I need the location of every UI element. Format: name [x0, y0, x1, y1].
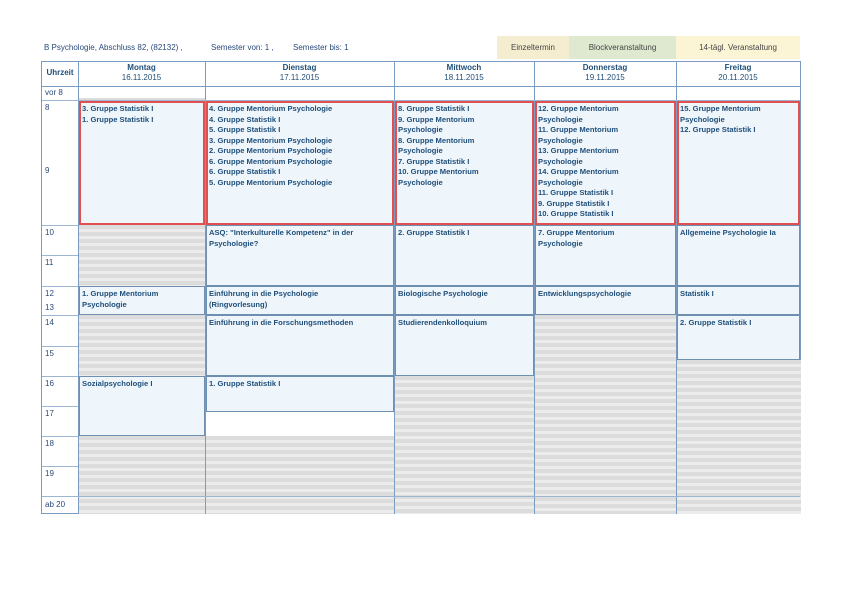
event-block[interactable]: [677, 101, 800, 225]
event-title: Studierendenkolloquium: [398, 318, 488, 327]
event-block[interactable]: [79, 101, 205, 225]
event-title: 1. Gruppe Statistik I: [209, 379, 281, 388]
event-title: 15. Gruppe Mentorium: [680, 104, 761, 113]
time-label: 19: [45, 469, 54, 478]
empty-slot: [206, 436, 394, 514]
time-label: 14: [45, 318, 54, 327]
hour-line: [42, 466, 78, 467]
time-column-header: Uhrzeit: [46, 68, 74, 77]
event-block[interactable]: [79, 376, 205, 436]
event-title: 13. Gruppe Mentorium: [538, 146, 619, 155]
event-block[interactable]: [395, 315, 534, 376]
event-title: 7. Gruppe Mentorium: [538, 228, 615, 237]
day-header-wednesday: Mittwoch 18.11.2015: [444, 63, 484, 82]
event-title: Psychologie: [680, 114, 725, 124]
event-block[interactable]: [206, 101, 394, 225]
event-title: 10. Gruppe Statistik I: [538, 209, 614, 218]
event-title: Psychologie?: [209, 238, 259, 248]
event-title: 6. Gruppe Mentorium Psychologie: [209, 156, 333, 166]
semester-to-label: Semester bis: 1: [293, 43, 349, 52]
time-label: 8: [45, 103, 50, 112]
event-title: Psychologie: [398, 146, 443, 155]
time-label: vor 8: [45, 88, 63, 97]
event-title: Sozialpsychologie I: [82, 379, 153, 388]
event-block[interactable]: [677, 286, 800, 315]
event-title: 8. Gruppe Statistik I: [398, 104, 470, 113]
event-title: Statistik I: [680, 289, 714, 298]
event-title: 11. Gruppe Statistik I: [538, 188, 614, 197]
time-label: 12: [45, 289, 54, 298]
event-title: Psychologie: [538, 135, 583, 145]
event-block[interactable]: [395, 225, 534, 286]
hour-line: [42, 255, 78, 256]
event-title: 3. Gruppe Statistik I: [82, 104, 154, 113]
hour-line: [42, 286, 78, 287]
empty-slot: [395, 376, 534, 514]
event-title: 2. Gruppe Statistik I: [398, 228, 470, 237]
event-title: Psychologie: [538, 114, 583, 124]
event-title: 3. Gruppe Mentorium Psychologie: [209, 135, 333, 145]
empty-slot: [677, 360, 801, 514]
event-title: 12. Gruppe Mentorium: [538, 104, 619, 113]
event-block[interactable]: [677, 315, 800, 360]
hour-line: [42, 406, 78, 407]
event-title: 2. Gruppe Statistik I: [680, 318, 752, 327]
time-label: 16: [45, 379, 54, 388]
event-title: Psychologie: [398, 177, 443, 187]
empty-slot: [79, 225, 205, 287]
time-label: ab 20: [45, 500, 66, 509]
event-title: 5. Gruppe Statistik I: [209, 125, 281, 134]
time-label: 15: [45, 349, 54, 358]
empty-slot: [79, 315, 205, 376]
event-title: Psychologie: [82, 299, 127, 309]
event-block[interactable]: [206, 225, 394, 286]
event-block[interactable]: [395, 286, 534, 315]
event-title: 9. Gruppe Mentorium: [398, 114, 475, 124]
event-block[interactable]: [79, 286, 205, 315]
event-title: 6. Gruppe Statistik I: [209, 167, 281, 176]
event-title: 1. Gruppe Mentorium: [82, 289, 159, 298]
empty-slot: [535, 315, 676, 514]
event-title: Psychologie: [398, 125, 443, 134]
hour-line: [42, 225, 78, 226]
event-title: Allgemeine Psychologie Ia: [680, 228, 776, 237]
day-header-friday: Freitag 20.11.2015: [718, 63, 758, 82]
time-label: 17: [45, 409, 54, 418]
event-block[interactable]: [677, 225, 800, 286]
event-title: 4. Gruppe Mentorium Psychologie: [209, 104, 333, 113]
event-title: Psychologie: [538, 156, 583, 166]
hour-line: [42, 436, 78, 437]
event-title: Biologische Psychologie: [398, 289, 488, 298]
time-label: 18: [45, 439, 54, 448]
event-title: Einführung in die Forschungsmethoden: [209, 318, 354, 327]
event-block[interactable]: [535, 286, 676, 315]
event-title: 10. Gruppe Mentorium: [398, 167, 479, 176]
legend-biweekly-course: 14-tägl. Veranstaltung: [676, 36, 800, 59]
empty-slot: [79, 436, 205, 514]
event-title: 14. Gruppe Mentorium: [538, 167, 619, 176]
day-header-tuesday: Dienstag 17.11.2015: [279, 63, 320, 82]
day-header-thursday: Donnerstag 19.11.2015: [582, 63, 628, 82]
event-title: ASQ: "Interkulturelle Kompetenz" in der: [209, 228, 354, 237]
event-block[interactable]: [395, 101, 534, 225]
hour-line: [42, 376, 78, 377]
weekly-schedule-grid: [41, 61, 801, 514]
event-title: 11. Gruppe Mentorium: [538, 125, 619, 134]
event-title: (Ringvorlesung): [209, 299, 268, 309]
event-title: 2. Gruppe Mentorium Psychologie: [209, 146, 333, 155]
event-title: Entwicklungspsychologie: [538, 289, 632, 298]
program-label: B Psychologie, Abschluss 82, (82132) ,: [44, 43, 183, 52]
time-label: 11: [45, 258, 54, 267]
event-block[interactable]: [206, 315, 394, 376]
hour-line: [42, 496, 800, 497]
event-title: 1. Gruppe Statistik I: [82, 114, 154, 124]
semester-from-label: Semester von: 1 ,: [211, 43, 274, 52]
hour-line: [42, 315, 78, 316]
event-block[interactable]: [206, 286, 394, 315]
event-block[interactable]: [535, 101, 676, 225]
header-divider: [42, 86, 800, 87]
time-label: 13: [45, 303, 54, 312]
event-title: Psychologie: [538, 238, 583, 248]
hour-line: [42, 346, 78, 347]
event-title: 7. Gruppe Statistik I: [398, 156, 470, 166]
legend-block-course: Blockveranstaltung: [569, 36, 676, 59]
event-title: 8. Gruppe Mentorium: [398, 135, 475, 145]
event-title: 4. Gruppe Statistik I: [209, 114, 281, 124]
time-label: 10: [45, 228, 54, 237]
event-title: 12. Gruppe Statistik I: [680, 125, 756, 134]
event-block[interactable]: [206, 376, 394, 412]
time-label: 9: [45, 166, 50, 175]
event-title: Psychologie: [538, 177, 583, 187]
event-title: 5. Gruppe Mentorium Psychologie: [209, 177, 333, 187]
legend-single-appointment: Einzeltermin: [497, 36, 569, 59]
event-title: 9. Gruppe Statistik I: [538, 198, 610, 208]
day-header-monday: Montag 16.11.2015: [121, 63, 162, 82]
event-title: Einführung in die Psychologie: [209, 289, 319, 298]
event-block[interactable]: [535, 225, 676, 286]
